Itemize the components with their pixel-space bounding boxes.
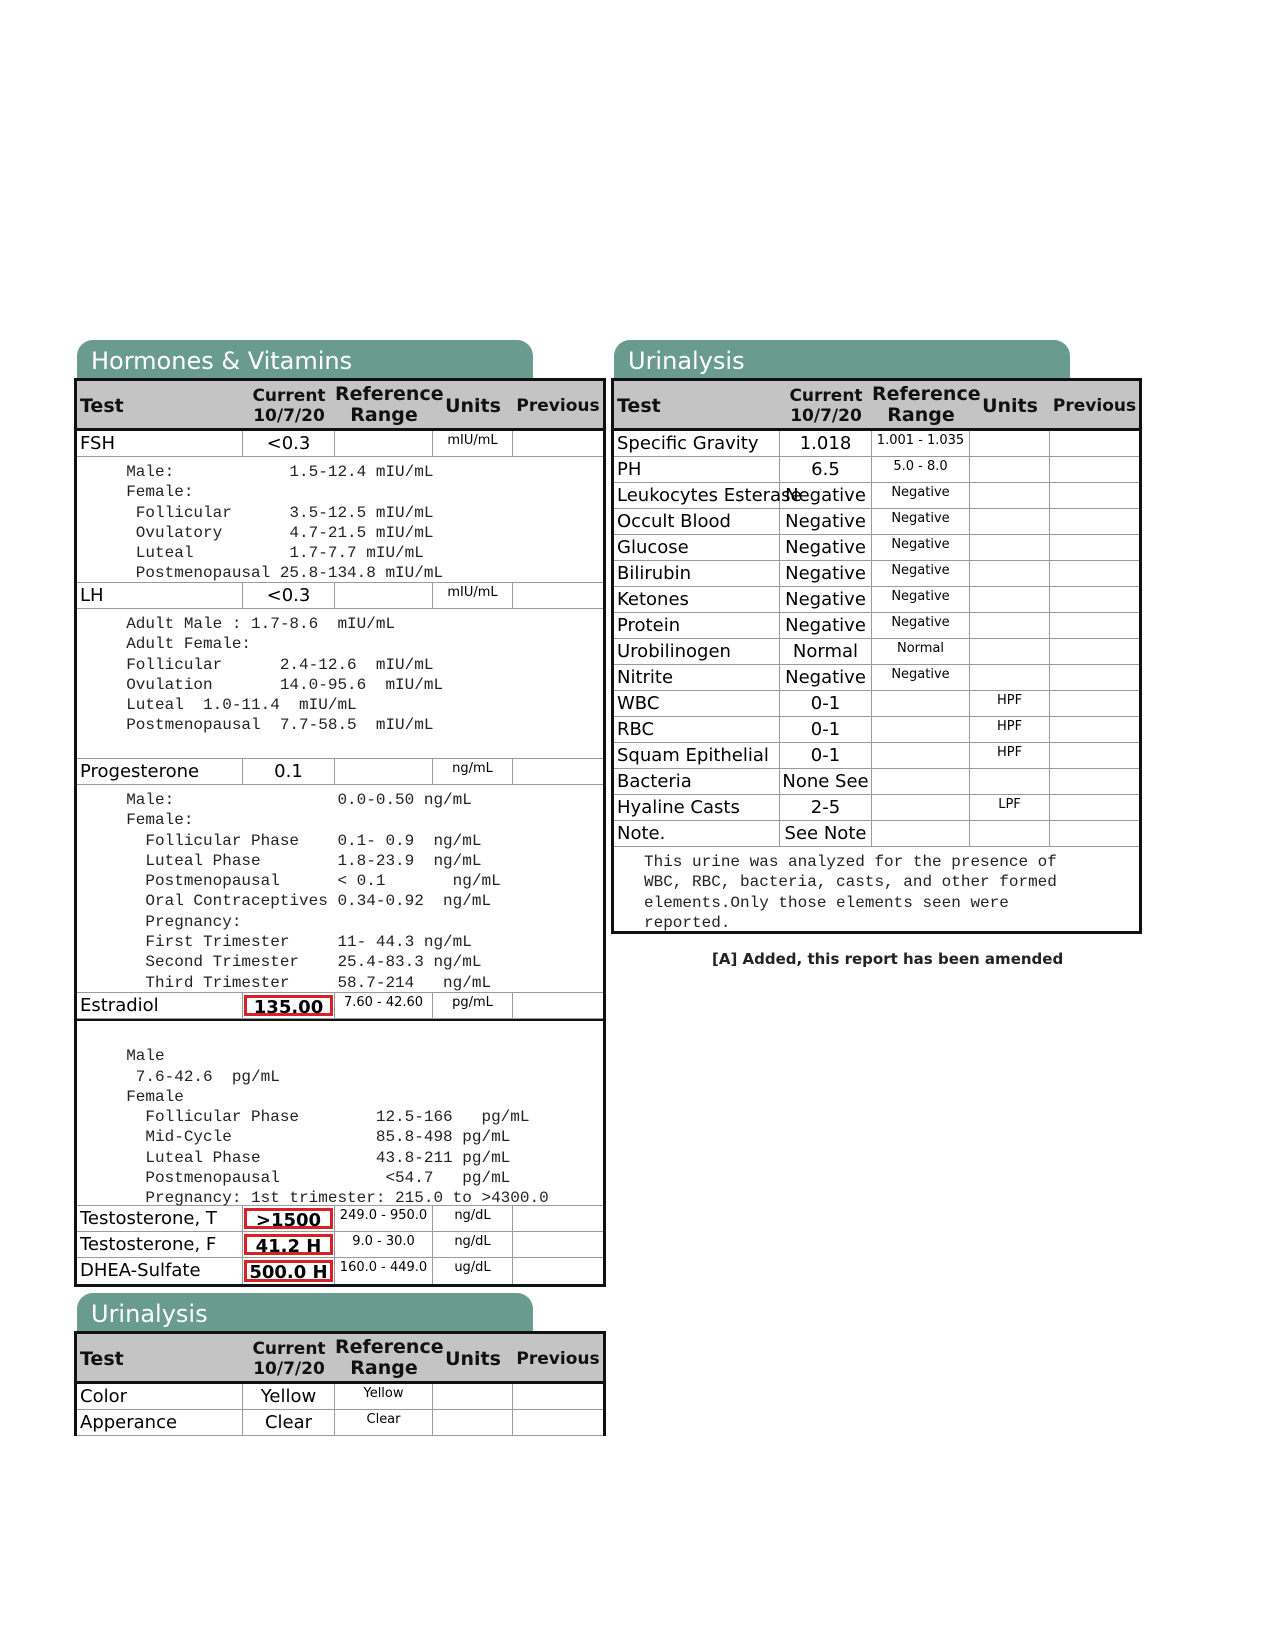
abnormal-flag-box: 135.00 [244, 995, 333, 1016]
current-value: Normal [780, 639, 872, 664]
urinalysis-table [611, 378, 1142, 934]
previous-value [1050, 743, 1139, 768]
reference-range: Clear [335, 1410, 433, 1435]
test-name: PH [614, 457, 780, 482]
table-header [77, 1334, 603, 1384]
previous-value [513, 1232, 603, 1257]
current-value: 6.5 [780, 457, 872, 482]
reference-range: Negative [872, 561, 970, 586]
table-row [614, 509, 1139, 535]
reference-range [335, 431, 433, 456]
previous-value [1050, 639, 1139, 664]
abnormal-flag-box: 41.2 H [244, 1234, 333, 1255]
lh-reference-note: Adult Male : 1.7-8.6 mIU/mL Adult Female: Follicular 2.4-12.6 mIU/mL Ovulation 14.0-95.6 mIU/mL Luteal 1.0-11.4 mIU/mL Postmenopausal 7.7-58.5 mIU/mL [77, 609, 603, 759]
test-name: Bilirubin [614, 561, 780, 586]
units [970, 821, 1050, 846]
units: HPF [970, 691, 1050, 716]
header-test: Test [80, 395, 124, 417]
reference-range [872, 691, 970, 716]
test-name: DHEA-Sulfate [77, 1258, 243, 1284]
table-row-lh [77, 583, 603, 609]
test-name: Testosterone, T [77, 1206, 243, 1231]
test-name: Specific Gravity [614, 431, 780, 456]
previous-value [1050, 821, 1139, 846]
reference-range: Negative [872, 535, 970, 560]
table-row-progesterone [77, 759, 603, 785]
section-title: Urinalysis [614, 340, 1070, 380]
reference-range: Yellow [335, 1384, 433, 1409]
header-previous: Previous [516, 396, 600, 416]
table-row-testosterone-f [77, 1232, 603, 1258]
units: ng/dL [433, 1232, 513, 1257]
table-row [614, 457, 1139, 483]
test-name: Occult Blood [614, 509, 780, 534]
header-reference: Reference Range [335, 383, 444, 426]
header-reference: Reference Range [335, 1336, 444, 1379]
current-value: Negative [780, 613, 872, 638]
units: mIU/mL [433, 431, 513, 456]
test-name: Glucose [614, 535, 780, 560]
table-row-testosterone-t [77, 1206, 603, 1232]
previous-value [1050, 587, 1139, 612]
reference-range: 5.0 - 8.0 [872, 457, 970, 482]
units: ug/dL [433, 1258, 513, 1284]
reference-range: Negative [872, 509, 970, 534]
units [970, 509, 1050, 534]
current-value: Negative [780, 535, 872, 560]
reference-range: Negative [872, 613, 970, 638]
previous-value [513, 1384, 603, 1409]
units: ng/mL [433, 759, 513, 784]
previous-value [513, 1410, 603, 1435]
table-row [614, 769, 1139, 795]
current-value: Clear [243, 1410, 335, 1435]
table-row [614, 561, 1139, 587]
header-units: Units [445, 395, 501, 417]
previous-value [1050, 613, 1139, 638]
table-row [614, 665, 1139, 691]
units [970, 535, 1050, 560]
current-value: Negative [780, 509, 872, 534]
current-value: Negative [780, 483, 872, 508]
current-value-flagged [243, 1258, 335, 1284]
test-name: WBC [614, 691, 780, 716]
current-value: None See [780, 769, 872, 794]
table-row [77, 1384, 603, 1410]
units [970, 457, 1050, 482]
previous-value [1050, 717, 1139, 742]
urinalysis-rows [614, 431, 1139, 847]
test-name: RBC [614, 717, 780, 742]
units: pg/mL [433, 993, 513, 1018]
units [970, 665, 1050, 690]
reference-range: Normal [872, 639, 970, 664]
amended-notice: [A] Added, this report has been amended [712, 950, 1064, 968]
section-title: Urinalysis [77, 1293, 533, 1333]
reference-range: 7.60 - 42.60 [335, 993, 433, 1018]
test-name: Protein [614, 613, 780, 638]
header-test: Test [617, 395, 661, 417]
current-value: 0.1 [243, 759, 335, 784]
current-value-flagged [243, 993, 335, 1018]
current-value-flagged [243, 1232, 335, 1257]
current-value: Yellow [243, 1384, 335, 1409]
header-test: Test [80, 1348, 124, 1370]
units: ng/dL [433, 1206, 513, 1231]
table-header [614, 381, 1139, 431]
table-row [614, 717, 1139, 743]
reference-range [872, 821, 970, 846]
table-row [77, 1410, 603, 1436]
current-value: <0.3 [243, 431, 335, 456]
previous-value [1050, 509, 1139, 534]
previous-value [1050, 535, 1139, 560]
estradiol-reference-note: Male 7.6-42.6 pg/mL Female Follicular Phase 12.5-166 pg/mL Mid-Cycle 85.8-498 pg/mL Luteal Phase 43.8-211 pg/mL Postmenopausal <54.7 pg/mL Pregnancy: 1st trimester: 215.0 to >4300.0 [77, 1019, 603, 1206]
urinalysis-bottom-rows [77, 1384, 603, 1436]
table-row [614, 743, 1139, 769]
test-name: Apperance [77, 1410, 243, 1435]
header-previous: Previous [516, 1349, 600, 1369]
previous-value [1050, 665, 1139, 690]
previous-value [513, 431, 603, 456]
reference-range: Negative [872, 587, 970, 612]
units [970, 483, 1050, 508]
test-name: Nitrite [614, 665, 780, 690]
reference-range [872, 743, 970, 768]
reference-range [872, 795, 970, 820]
table-row [614, 821, 1139, 847]
table-row [614, 587, 1139, 613]
header-units: Units [982, 395, 1038, 417]
previous-value [1050, 457, 1139, 482]
previous-value [1050, 561, 1139, 586]
header-current: Current 10/7/20 [252, 1339, 326, 1379]
test-name: Ketones [614, 587, 780, 612]
table-row [614, 639, 1139, 665]
table-row-estradiol [77, 993, 603, 1019]
test-name: LH [77, 583, 243, 608]
table-row [614, 613, 1139, 639]
reference-range [335, 759, 433, 784]
units [970, 639, 1050, 664]
progesterone-reference-note: Male: 0.0-0.50 ng/mL Female: Follicular Phase 0.1- 0.9 ng/mL Luteal Phase 1.8-23.9 ng/mL Postmenopausal < 0.1 ng/mL Oral Contraceptives 0.34-0.92 ng/mL Pregnancy: First Trimester 11- 44.3 ng/mL Second Trimester 25.4-83.3 ng/mL Third Trimester 58.7-214 ng/mL [77, 785, 603, 993]
units: HPF [970, 717, 1050, 742]
section-title: Hormones & Vitamins [77, 340, 533, 380]
test-name: Estradiol [77, 993, 243, 1018]
urinalysis-bottom-table [74, 1331, 606, 1436]
current-value: 1.018 [780, 431, 872, 456]
previous-value [513, 583, 603, 608]
current-value: 0-1 [780, 717, 872, 742]
fsh-reference-note: Male: 1.5-12.4 mIU/mL Female: Follicular 3.5-12.5 mIU/mL Ovulatory 4.7-21.5 mIU/mL Luteal 1.7-7.7 mIU/mL Postmenopausal 25.8-134.8 mIU/mL [77, 457, 603, 583]
table-row [614, 691, 1139, 717]
header-reference: Reference Range [872, 383, 981, 426]
test-name: Note. [614, 821, 780, 846]
header-current: Current 10/7/20 [789, 386, 863, 426]
test-name: Bacteria [614, 769, 780, 794]
units [970, 769, 1050, 794]
units: LPF [970, 795, 1050, 820]
previous-value [1050, 795, 1139, 820]
current-value: See Note [780, 821, 872, 846]
previous-value [1050, 483, 1139, 508]
previous-value [513, 993, 603, 1018]
units [433, 1384, 513, 1409]
current-value: 0-1 [780, 691, 872, 716]
current-value-flagged [243, 1206, 335, 1231]
previous-value [1050, 769, 1139, 794]
table-row-fsh [77, 431, 603, 457]
test-name: Leukocytes Esterase [614, 483, 780, 508]
abnormal-flag-box: >1500 [244, 1208, 333, 1229]
previous-value [513, 1258, 603, 1284]
test-name: Progesterone [77, 759, 243, 784]
test-name: Squam Epithelial [614, 743, 780, 768]
current-value: Negative [780, 561, 872, 586]
reference-range: 9.0 - 30.0 [335, 1232, 433, 1257]
table-row-dhea-sulfate [77, 1258, 603, 1284]
table-row [614, 535, 1139, 561]
test-name: Urobilinogen [614, 639, 780, 664]
reference-range: 249.0 - 950.0 [335, 1206, 433, 1231]
units [970, 587, 1050, 612]
units [970, 561, 1050, 586]
reference-range [872, 769, 970, 794]
reference-range [872, 717, 970, 742]
table-row [614, 431, 1139, 457]
current-value: Negative [780, 587, 872, 612]
table-row [614, 795, 1139, 821]
test-name: Hyaline Casts [614, 795, 780, 820]
urinalysis-note: This urine was analyzed for the presence of WBC, RBC, bacteria, casts, and other formed elements.Only those elements seen were reported. [644, 853, 1057, 932]
reference-range: 1.001 - 1.035 [872, 431, 970, 456]
current-value: Negative [780, 665, 872, 690]
previous-value [513, 1206, 603, 1231]
header-units: Units [445, 1348, 501, 1370]
abnormal-flag-box: 500.0 H [244, 1260, 333, 1282]
units [433, 1410, 513, 1435]
previous-value [1050, 431, 1139, 456]
units [970, 431, 1050, 456]
test-name: Color [77, 1384, 243, 1409]
header-current: Current 10/7/20 [252, 386, 326, 426]
test-name: FSH [77, 431, 243, 456]
reference-range [335, 583, 433, 608]
reference-range: Negative [872, 483, 970, 508]
test-name: Testosterone, F [77, 1232, 243, 1257]
header-previous: Previous [1052, 396, 1137, 416]
reference-range: 160.0 - 449.0 [335, 1258, 433, 1284]
units: mIU/mL [433, 583, 513, 608]
table-row [614, 483, 1139, 509]
previous-value [1050, 691, 1139, 716]
table-header [77, 381, 603, 431]
reference-range: Negative [872, 665, 970, 690]
units [970, 613, 1050, 638]
previous-value [513, 759, 603, 784]
units: HPF [970, 743, 1050, 768]
hormones-table [74, 378, 606, 1287]
current-value: <0.3 [243, 583, 335, 608]
current-value: 2-5 [780, 795, 872, 820]
current-value: 0-1 [780, 743, 872, 768]
